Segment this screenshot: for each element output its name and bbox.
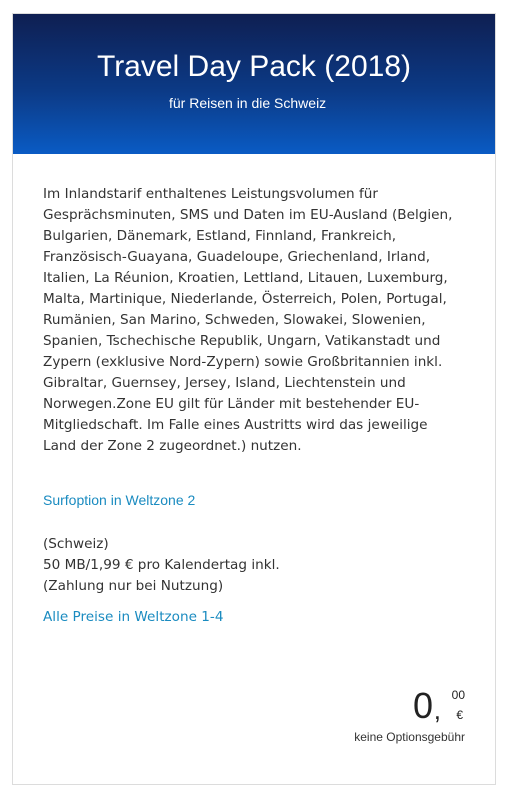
- card-subtitle: für Reisen in die Schweiz: [169, 95, 327, 111]
- description-text: Im Inlandstarif enthaltenes Leistungsvolumen für Gesprächsminuten, SMS und Daten im EU-Ausland (Belgien, Bulgarien, Dänemark, Estland, Finnland, Frankreich, Französisch-Guayana, Guadeloupe, Griechenland, Irland, Italien, La Réunion, Kroatien, Lettland, Litauen, Luxemburg, Malta, Martinique, Niederlande, Österreich, Polen, Portugal, Rumänien, San Marino, Schweden, Slowakei, Slowenien, Spanien, Tschechische Republik, Ungarn, Vatikanstadt und Zypern (exklusive Nord-Zypern) sowie Großbritannien inkl. Gibraltar, Guernsey, Jersey, Island, Liechtenstein und Norwegen.Zone EU gilt für Länder mit bestehender EU-Mitgliedschaft. Im Falle eines Austritts wird das jeweilige Land der Zone 2 zugeordnet.) nutzen.: [43, 186, 453, 454]
- zone-info-line: 50 MB/1,99 € pro Kalendertag inkl.: [43, 557, 280, 573]
- tariff-card: [12, 13, 496, 785]
- fee-note: keine Optionsgebühr: [354, 730, 465, 744]
- price-main: 0: [412, 685, 433, 726]
- card-title: Travel Day Pack (2018): [96, 50, 411, 83]
- price-display: [385, 686, 465, 728]
- all-prices-link[interactable]: Alle Preise in Weltzone 1-4: [43, 609, 224, 625]
- price-separator: ,: [433, 695, 441, 725]
- price-currency: €: [456, 708, 463, 722]
- zone-info: [43, 534, 280, 597]
- zone-info-line: (Zahlung nur bei Nutzung): [43, 578, 224, 594]
- card-header: [13, 14, 495, 154]
- surfoption-link[interactable]: Surfoption in Weltzone 2: [43, 492, 196, 508]
- price-cents: 00: [451, 688, 465, 702]
- zone-info-line: (Schweiz): [43, 536, 109, 552]
